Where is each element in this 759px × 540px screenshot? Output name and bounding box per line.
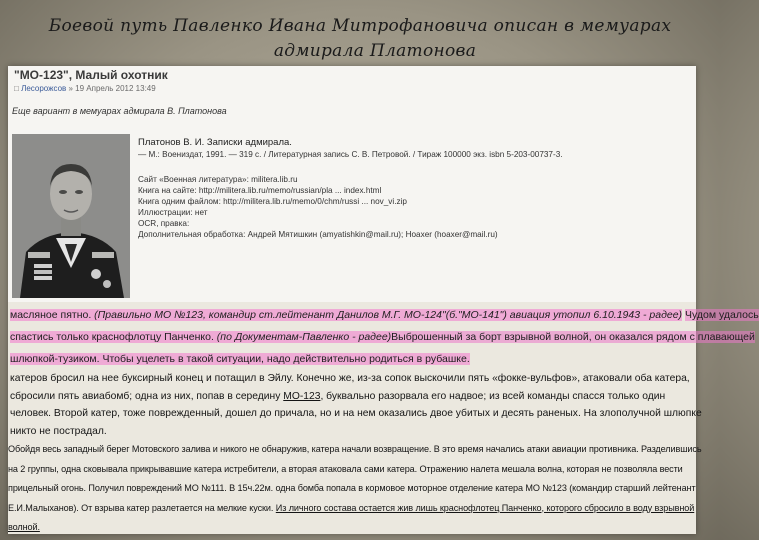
memoir-excerpts — [8, 302, 759, 534]
report-text-2: . От взрыва катер разлетается на мелкие куски. — [76, 502, 276, 513]
post-title: "МО-123", Малый охотник — [14, 68, 168, 82]
memoir-mo-123: МО-123 — [283, 390, 321, 402]
report-paragraph — [8, 440, 702, 538]
document-scan — [8, 66, 759, 534]
book-illustrations: Иллюстрации: нет — [138, 208, 208, 217]
excerpt-line1-c: Чудом удалось — [684, 309, 759, 321]
excerpt-line1-a: масляное пятно. — [10, 309, 95, 321]
excerpt-correction-1: (Правильно МО №123, командир ст.лейтенант Данилов М.Г. МО-124"(б."МО-141") авиация утопил 6.10.1943 - радее) — [94, 309, 683, 321]
memoir-text-2: , буквально разорвала его надвое; из всей команды спасся только один человек. Второй катер, тоже поврежденный, дошел до причала, но и на нем оказались двое убитых и десять раненых. На злополучной шлюпке никто не пострадал. — [10, 390, 702, 437]
book-on-site-link[interactable]: Книга на сайте: http://militera.lib.ru/memo/russian/pla ... index.html — [138, 186, 382, 195]
excerpt-line3: шлюпкой-тузиком. Чтобы уцелеть в такой ситуации, надо действительно родиться в рубашке. — [10, 353, 470, 365]
forum-post-header — [8, 66, 696, 302]
slide-title-line-1: Боевой путь Павленко Ивана Митрофановича описан в мемуарах — [48, 16, 672, 36]
book-title: Платонов В. И. Записки адмирала. — [138, 137, 292, 148]
slide-title — [0, 14, 720, 64]
book-processing: Дополнительная обработка: Андрей Мятишкин (amyatishkin@mail.ru); Hoaxer (hoaxer@mail.ru) — [138, 230, 498, 239]
post-date: » 19 Апрель 2012 13:49 — [68, 84, 156, 93]
book-imprint: — М.: Воениздат, 1991. — 319 с. / Литературная запись С. В. Петровой. / Тираж 100000 экз. isbn 5-203-00737-3. — [138, 150, 563, 159]
memoir-paragraph — [10, 370, 702, 440]
book-site[interactable]: Сайт «Военная литература»: militera.lib.ru — [138, 175, 298, 184]
memoir-text-1: катеров бросил на нее буксирный конец и потащил в Эйлу. Конечно же, из-за сопок выскочили пять «фокке-вульфов», атаковали оба катера, сбросили пять авиабомб; одна из них, попав в середину — [10, 373, 690, 402]
post-meta — [14, 84, 156, 93]
doc-icon: □ — [14, 84, 19, 93]
excerpt-line2-a: спастись только краснофлотцу Панченко. — [10, 331, 217, 343]
book-info — [138, 136, 690, 240]
excerpt-correction-2: (по Документам-Павленко - радее) — [216, 331, 392, 343]
book-one-file-link[interactable]: Книга одним файлом: http://militera.lib.ru/memo/0/chm/russi ... nov_vi.zip — [138, 197, 407, 206]
post-subhead: Еще вариант в мемуарах адмирала В. Платонова — [12, 106, 227, 116]
report-text-3: Из личного состава остается жив лишь краснофлотец Панченко, которого сбросило в воду взрывной волной. — [8, 502, 695, 532]
report-text-1: Обойдя весь западный берег Мотовского залива и никого не обнаружив, катера начали возвращение. В это время начались атаки авиации противника. Разделившись на 2 группы, одна сковывала прикрывавшие катера истребители, а вторая атаковала сами катера. Отражению налета мешала волна, которая не позволяла вести прицельный огонь. Получил повреждений МО №111. В 15ч.22м. одна бомба попала в кормовое моторное отделение катера МО №123 (командир старший лейтенант Е.И.Малыханов) — [8, 444, 702, 513]
slide-title-line-2: адмирала Платонова — [273, 41, 477, 61]
book-ocr: OCR, правка: — [138, 219, 190, 228]
admiral-portrait-photo — [12, 134, 130, 298]
highlighted-excerpt — [10, 304, 759, 370]
post-author[interactable]: Лесорожсов — [21, 84, 67, 93]
excerpt-line2-c: Выброшенный за борт взрывной волной, он оказался рядом с плавающей — [391, 331, 755, 343]
